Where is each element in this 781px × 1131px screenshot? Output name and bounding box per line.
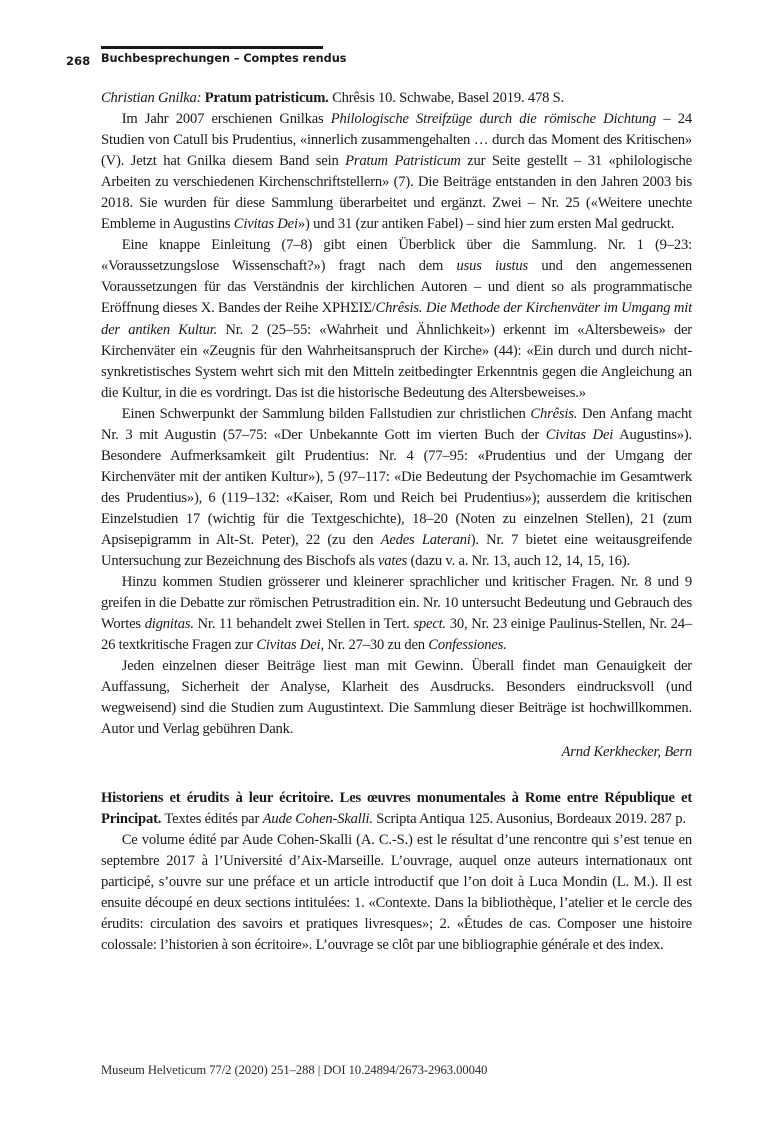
review-one-paragraph-1 (101, 109, 692, 235)
review-two-headline (101, 788, 692, 830)
review-one-paragraph-4 (101, 572, 692, 656)
review-one-paragraph-2 (101, 235, 692, 403)
text-run-italic: spect. (413, 616, 446, 633)
text-run-italic: Civitas Dei (545, 426, 614, 443)
text-run: Augustins»). Besondere Aufmerksamkeit gilt Prudentius: Nr. 4 (77–95: «Prudentius und der Umgang der Kirchenväter mit der antiken Kultur»), 5 (97–117: «Die Bedeutung der Psychomachie im Gesamtwerk des Prudentius»), 6 (119–132: «Kaiser, Rom und Reich bei Prudentius»); ausserdem die kritischen Einzelstudien 17 (wichtig für die Textgeschichte), 18–20 (Noten zu einzelnen Stellen), 21 (zum Apsisepigramm in Alt-St. Peter), 22 (zu den (101, 426, 692, 548)
review-two-imprint: Scripta Antiqua 125. Ausonius, Bordeaux 2019. 287 p. (372, 810, 686, 827)
running-head-rule (101, 46, 323, 49)
text-run: , Nr. 27–30 zu den (320, 637, 429, 654)
text-run: Nr. 2 (25–55: «Wahrheit und Ähnlichkeit») erkennt im «Altersbeweis» der Kirchenväter ein «Zeugnis für den Wahrheitsanspruch der Kirche» (44): «Ein durch und durch nicht-synkretistisches System wehrt sich mit den Mitteln zeitbedingter Erkenntnis gegen die Angleichung an die Kultur, in die es vordringt. Das ist die historische Bedeutung des Altersbeweises.» (101, 321, 692, 401)
text-run-italic: Aedes Laterani (380, 531, 471, 548)
text-run: Eine knappe Einleitung (7–8) gibt einen Überblick über die Sammlung. Nr. 1 (9–23: «Voraussetzungslose Wissenschaft?») fragt nach dem (101, 237, 692, 275)
text-run: 30, Nr. 23 einige Paulinus-Stellen, Nr. 24–26 textkritische Fragen zur (101, 616, 692, 654)
text-run: und den angemessenen Voraussetzungen für das Verständnis der kirchlichen Autoren – und dient so als programmatische Eröffnung dieses X. Bandes der Reihe ΧΡΗΣΙΣ/ (101, 258, 692, 317)
text-run: zur Seite gestellt – 31 «philologische Arbeiten zu verschiedenen Kirchenschriftstellern» (7). Die Beiträge entstanden in den Jahren 2003 bis 2018. Sie wurden für diese Sammlung überarbeitet und ergänzt. Zwei – Nr. 25 («Weitere unechte Embleme in Augustins (101, 153, 692, 233)
text-run-italic: Chrêsis. (530, 405, 578, 422)
text-run-italic: Confessiones. (428, 637, 507, 654)
text-run-italic: Civitas Dei (256, 637, 321, 654)
review-two-title: Historiens et érudits à leur écritoire. Les œuvres monumentales à Rome entre République et Principat. (101, 789, 692, 827)
page-footer: Museum Helveticum 77/2 (2020) 251–288 | DOI 10.24894/2673-2963.00040 (101, 1063, 488, 1077)
text-run-italic: usus iustus (456, 258, 529, 275)
review-two-editor: Aude Cohen-Skalli. (262, 810, 373, 827)
review-one-imprint: Chrêsis 10. Schwabe, Basel 2019. 478 S. (328, 90, 565, 106)
text-run-italic: Philologische Streifzüge durch die römische Dichtung (330, 111, 657, 128)
text-run: ). Nr. 7 bietet eine weitausgreifende Untersuchung zur Bezeichnung des Bischofs als (101, 531, 692, 570)
review-two-editor-lead: Textes édités par (161, 810, 263, 827)
text-run-italic: Civitas Dei (233, 216, 298, 233)
text-run: – 24 Studien von Catull bis Prudentius, «innerlich zusammengehalten … durch das Moment des Kritischen» (V). Jetzt hat Gnilka diesem Band sein (101, 111, 692, 170)
text-run-italic: vates (377, 553, 408, 570)
page-folio-number: 268 (66, 54, 91, 68)
text-run-italic: Pratum Patristicum (345, 153, 461, 170)
review-one-signature: Arnd Kerkhecker, Bern (561, 744, 692, 761)
review-one-headline (101, 88, 692, 109)
text-run-italic: dignitas. (144, 616, 194, 633)
running-head (66, 46, 716, 72)
review-one-author: Christian Gnilka: (101, 90, 202, 106)
text-column (101, 88, 692, 956)
review-one-paragraph-3 (101, 404, 692, 572)
text-run: Hinzu kommen Studien grösserer und kleinerer sprachlicher und kritischer Fragen. Nr. 8 und 9 greifen in die Debatte zur römischen Petrustradition ein. Nr. 10 untersucht Bedeutung und Gebrauch des Wortes (101, 574, 692, 633)
review-two-paragraph-1: Ce volume édité par Aude Cohen-Skalli (A. C.-S.) est le résultat d’une rencontre qui s’est tenue en septembre 2017 à l’Université d’Aix-Marseille. L’ouvrage, auquel onze auteurs internationaux ont participé, s’ouvre sur une préface et un article introductif que l’on doit à Luca Mondin (L. M.). Il est ensuite découpé en deux sections intitulées: 1. «Contexte. Dans la bibliothèque, l’atelier et le cercle des érudits: circulation des savoirs et pratiques livresques»; 2. «Études de cas. Composer une histoire colossale: l’historien à son écritoire». L’ouvrage se clôt par une bibliographie générale et des index. (101, 831, 692, 953)
text-run: Einen Schwerpunkt der Sammlung bilden Fallstudien zur christlichen (121, 405, 531, 422)
text-run: ») und 31 (zur antiken Fabel) – sind hier zum ersten Mal gedruckt. (297, 216, 675, 233)
review-one-paragraph-5: Jeden einzelnen dieser Beiträge liest man mit Gewinn. Überall findet man Genauigkeit der Auffassung, Sicherheit der Analyse, Klarheit des Ausdrucks. Besonders eindrucksvoll (und wegweisend) sind die Studien zum Augustintext. Die Sammlung dieser Beiträge ist hochwillkommen. Autor und Verlag gebühren Dank. (101, 658, 692, 738)
text-run: (dazu v. a. Nr. 13, auch 12, 14, 15, 16). (407, 553, 630, 570)
text-run: Den Anfang macht Nr. 3 mit Augustin (57–75: «Der Unbekannte Gott im vierten Buch der (101, 405, 692, 443)
review-one-title: Pratum patristicum. (204, 90, 329, 106)
text-run: Im Jahr 2007 erschienen Gnilkas (121, 111, 331, 128)
running-head-title: Buchbesprechungen – Comptes rendus (101, 52, 347, 66)
running-head-block (101, 46, 347, 66)
text-run-italic: Chrêsis. Die Methode der Kirchenväter im Umgang mit der antiken Kultur. (101, 300, 692, 338)
text-run: Nr. 11 behandelt zwei Stellen in Tert. (193, 616, 414, 633)
